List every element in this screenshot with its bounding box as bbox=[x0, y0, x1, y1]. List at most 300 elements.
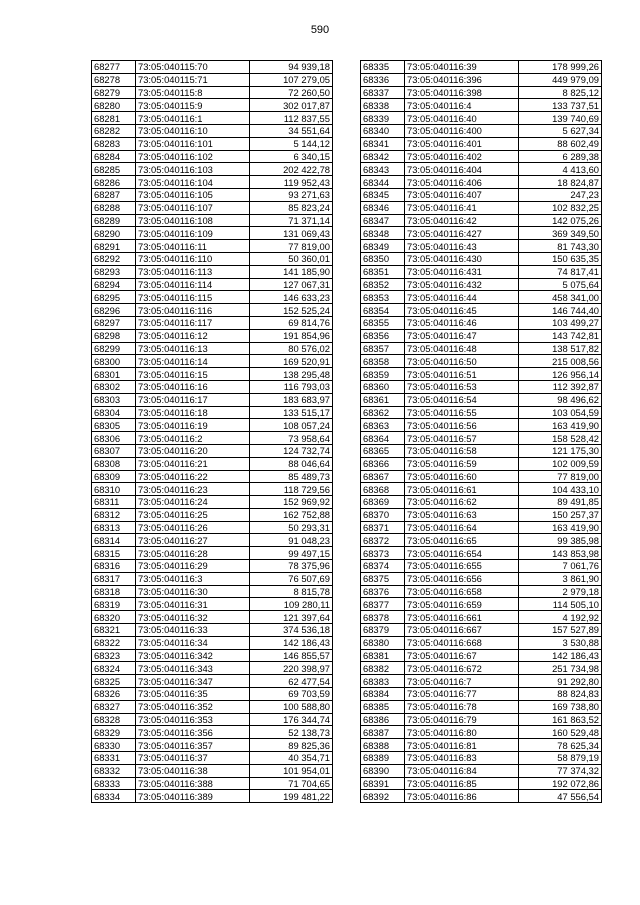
table-row bbox=[92, 713, 333, 726]
cadastral-number-cell: 73:05:040115:70 bbox=[136, 61, 250, 74]
value-cell: 142 186,43 bbox=[519, 649, 602, 662]
value-cell: 160 529,48 bbox=[519, 726, 602, 739]
cadastral-number-cell: 73:05:040116:51 bbox=[405, 368, 519, 381]
row-number-cell: 68287 bbox=[92, 188, 136, 201]
row-number-cell: 68374 bbox=[361, 560, 405, 573]
row-number-cell: 68310 bbox=[92, 483, 136, 496]
value-cell: 78 625,34 bbox=[519, 739, 602, 752]
cadastral-number-cell: 73:05:040116:39 bbox=[405, 61, 519, 74]
cadastral-number-cell: 73:05:040116:14 bbox=[136, 355, 250, 368]
cadastral-number-cell: 73:05:040116:48 bbox=[405, 342, 519, 355]
cadastral-number-cell: 73:05:040116:60 bbox=[405, 470, 519, 483]
value-cell: 34 551,64 bbox=[250, 124, 333, 137]
table-row bbox=[92, 508, 333, 521]
row-number-cell: 68320 bbox=[92, 611, 136, 624]
table-row bbox=[361, 649, 602, 662]
row-number-cell: 68324 bbox=[92, 662, 136, 675]
cadastral-number-cell: 73:05:040116:59 bbox=[405, 457, 519, 470]
cadastral-number-cell: 73:05:040116:65 bbox=[405, 534, 519, 547]
value-cell: 142 186,43 bbox=[250, 636, 333, 649]
cadastral-number-cell: 73:05:040116:28 bbox=[136, 547, 250, 560]
row-number-cell: 68377 bbox=[361, 598, 405, 611]
table-row bbox=[92, 444, 333, 457]
table-row bbox=[92, 572, 333, 585]
cadastral-number-cell: 73:05:040116:63 bbox=[405, 508, 519, 521]
cadastral-number-cell: 73:05:040116:43 bbox=[405, 240, 519, 253]
cadastral-number-cell: 73:05:040116:357 bbox=[136, 739, 250, 752]
row-number-cell: 68277 bbox=[92, 61, 136, 74]
cadastral-number-cell: 73:05:040116:19 bbox=[136, 419, 250, 432]
cadastral-number-cell: 73:05:040116:396 bbox=[405, 73, 519, 86]
cadastral-number-cell: 73:05:040115:9 bbox=[136, 99, 250, 112]
cadastral-number-cell: 73:05:040116:86 bbox=[405, 790, 519, 803]
row-number-cell: 68339 bbox=[361, 112, 405, 125]
row-number-cell: 68351 bbox=[361, 265, 405, 278]
table-row bbox=[92, 752, 333, 765]
cadastral-number-cell: 73:05:040116:668 bbox=[405, 636, 519, 649]
cadastral-number-cell: 73:05:040116:16 bbox=[136, 380, 250, 393]
value-cell: 89 491,85 bbox=[519, 496, 602, 509]
cadastral-number-cell: 73:05:040116:78 bbox=[405, 700, 519, 713]
cadastral-number-cell: 73:05:040116:427 bbox=[405, 227, 519, 240]
table-row bbox=[92, 521, 333, 534]
value-cell: 169 520,91 bbox=[250, 355, 333, 368]
table-row bbox=[361, 214, 602, 227]
table-row bbox=[361, 316, 602, 329]
value-cell: 220 398,97 bbox=[250, 662, 333, 675]
row-number-cell: 68334 bbox=[92, 790, 136, 803]
row-number-cell: 68318 bbox=[92, 585, 136, 598]
value-cell: 112 392,87 bbox=[519, 380, 602, 393]
cadastral-number-cell: 73:05:040116:398 bbox=[405, 86, 519, 99]
table-row bbox=[92, 291, 333, 304]
table-row bbox=[361, 700, 602, 713]
cadastral-number-cell: 73:05:040116:4 bbox=[405, 99, 519, 112]
cadastral-number-cell: 73:05:040116:53 bbox=[405, 380, 519, 393]
value-cell: 161 863,52 bbox=[519, 713, 602, 726]
table-row bbox=[361, 61, 602, 74]
row-number-cell: 68321 bbox=[92, 624, 136, 637]
cadastral-number-cell: 73:05:040116:10 bbox=[136, 124, 250, 137]
table-row bbox=[361, 777, 602, 790]
row-number-cell: 68319 bbox=[92, 598, 136, 611]
table-row bbox=[361, 342, 602, 355]
table-row bbox=[92, 624, 333, 637]
cadastral-number-cell: 73:05:040116:57 bbox=[405, 432, 519, 445]
row-number-cell: 68313 bbox=[92, 521, 136, 534]
table-row bbox=[92, 470, 333, 483]
value-cell: 99 497,15 bbox=[250, 547, 333, 560]
table-row bbox=[92, 342, 333, 355]
cadastral-number-cell: 73:05:040116:17 bbox=[136, 393, 250, 406]
table-row bbox=[361, 444, 602, 457]
cadastral-number-cell: 73:05:040116:110 bbox=[136, 252, 250, 265]
row-number-cell: 68305 bbox=[92, 419, 136, 432]
value-cell: 7 061,76 bbox=[519, 560, 602, 573]
cadastral-number-cell: 73:05:040116:47 bbox=[405, 329, 519, 342]
table-row bbox=[92, 483, 333, 496]
row-number-cell: 68290 bbox=[92, 227, 136, 240]
table-row bbox=[92, 688, 333, 701]
value-cell: 88 602,49 bbox=[519, 137, 602, 150]
cadastral-number-cell: 73:05:040116:34 bbox=[136, 636, 250, 649]
row-number-cell: 68278 bbox=[92, 73, 136, 86]
cadastral-number-cell: 73:05:040116:62 bbox=[405, 496, 519, 509]
table-row bbox=[361, 265, 602, 278]
table-row bbox=[361, 739, 602, 752]
row-number-cell: 68289 bbox=[92, 214, 136, 227]
row-number-cell: 68356 bbox=[361, 329, 405, 342]
value-cell: 50 360,01 bbox=[250, 252, 333, 265]
value-cell: 80 576,02 bbox=[250, 342, 333, 355]
value-cell: 40 354,71 bbox=[250, 752, 333, 765]
value-cell: 183 683,97 bbox=[250, 393, 333, 406]
row-number-cell: 68304 bbox=[92, 406, 136, 419]
table-row bbox=[92, 240, 333, 253]
value-cell: 112 837,55 bbox=[250, 112, 333, 125]
table-row bbox=[361, 585, 602, 598]
row-number-cell: 68379 bbox=[361, 624, 405, 637]
cadastral-number-cell: 73:05:040116:46 bbox=[405, 316, 519, 329]
value-cell: 102 832,25 bbox=[519, 201, 602, 214]
cadastral-number-cell: 73:05:040116:400 bbox=[405, 124, 519, 137]
cadastral-number-cell: 73:05:040116:347 bbox=[136, 675, 250, 688]
value-cell: 302 017,87 bbox=[250, 99, 333, 112]
value-cell: 139 740,69 bbox=[519, 112, 602, 125]
cadastral-number-cell: 73:05:040116:37 bbox=[136, 752, 250, 765]
cadastral-number-cell: 73:05:040116:107 bbox=[136, 201, 250, 214]
row-number-cell: 68327 bbox=[92, 700, 136, 713]
value-cell: 77 374,32 bbox=[519, 764, 602, 777]
cadastral-number-cell: 73:05:040116:58 bbox=[405, 444, 519, 457]
value-cell: 150 635,35 bbox=[519, 252, 602, 265]
value-cell: 103 054,59 bbox=[519, 406, 602, 419]
row-number-cell: 68378 bbox=[361, 611, 405, 624]
value-cell: 5 144,12 bbox=[250, 137, 333, 150]
cadastral-number-cell: 73:05:040116:80 bbox=[405, 726, 519, 739]
cadastral-number-cell: 73:05:040116:22 bbox=[136, 470, 250, 483]
table-row bbox=[361, 547, 602, 560]
value-cell: 73 958,64 bbox=[250, 432, 333, 445]
table-row bbox=[361, 764, 602, 777]
value-cell: 77 819,00 bbox=[250, 240, 333, 253]
table-row bbox=[361, 624, 602, 637]
value-cell: 138 295,48 bbox=[250, 368, 333, 381]
cadastral-number-cell: 73:05:040116:15 bbox=[136, 368, 250, 381]
value-cell: 143 853,98 bbox=[519, 547, 602, 560]
row-number-cell: 68343 bbox=[361, 163, 405, 176]
row-number-cell: 68311 bbox=[92, 496, 136, 509]
row-number-cell: 68322 bbox=[92, 636, 136, 649]
cadastral-number-cell: 73:05:040116:103 bbox=[136, 163, 250, 176]
row-number-cell: 68365 bbox=[361, 444, 405, 457]
value-cell: 202 422,78 bbox=[250, 163, 333, 176]
cadastral-number-cell: 73:05:040116:655 bbox=[405, 560, 519, 573]
value-cell: 103 499,27 bbox=[519, 316, 602, 329]
row-number-cell: 68280 bbox=[92, 99, 136, 112]
table-row bbox=[361, 99, 602, 112]
value-cell: 150 257,37 bbox=[519, 508, 602, 521]
cadastral-number-cell: 73:05:040116:23 bbox=[136, 483, 250, 496]
row-number-cell: 68385 bbox=[361, 700, 405, 713]
cadastral-number-cell: 73:05:040116:44 bbox=[405, 291, 519, 304]
cadastral-number-cell: 73:05:040116:353 bbox=[136, 713, 250, 726]
value-cell: 163 419,90 bbox=[519, 419, 602, 432]
row-number-cell: 68288 bbox=[92, 201, 136, 214]
table-row bbox=[361, 252, 602, 265]
row-number-cell: 68281 bbox=[92, 112, 136, 125]
table-row bbox=[92, 176, 333, 189]
cadastral-number-cell: 73:05:040116:38 bbox=[136, 764, 250, 777]
value-cell: 99 385,98 bbox=[519, 534, 602, 547]
cadastral-number-cell: 73:05:040116:25 bbox=[136, 508, 250, 521]
row-number-cell: 68309 bbox=[92, 470, 136, 483]
table-row bbox=[92, 73, 333, 86]
cadastral-number-cell: 73:05:040116:45 bbox=[405, 304, 519, 317]
value-cell: 88 824,83 bbox=[519, 688, 602, 701]
row-number-cell: 68350 bbox=[361, 252, 405, 265]
table-row bbox=[92, 304, 333, 317]
row-number-cell: 68337 bbox=[361, 86, 405, 99]
value-cell: 142 075,26 bbox=[519, 214, 602, 227]
table-row bbox=[92, 598, 333, 611]
row-number-cell: 68358 bbox=[361, 355, 405, 368]
cadastral-number-cell: 73:05:040116:388 bbox=[136, 777, 250, 790]
row-number-cell: 68336 bbox=[361, 73, 405, 86]
table-row bbox=[361, 163, 602, 176]
row-number-cell: 68391 bbox=[361, 777, 405, 790]
table-row bbox=[361, 227, 602, 240]
cadastral-number-cell: 73:05:040116:389 bbox=[136, 790, 250, 803]
cadastral-number-cell: 73:05:040116:667 bbox=[405, 624, 519, 637]
value-cell: 85 489,73 bbox=[250, 470, 333, 483]
value-cell: 169 738,80 bbox=[519, 700, 602, 713]
row-number-cell: 68308 bbox=[92, 457, 136, 470]
cadastral-number-cell: 73:05:040116:656 bbox=[405, 572, 519, 585]
table-row bbox=[92, 265, 333, 278]
row-number-cell: 68366 bbox=[361, 457, 405, 470]
row-number-cell: 68371 bbox=[361, 521, 405, 534]
row-number-cell: 68282 bbox=[92, 124, 136, 137]
table-row bbox=[92, 560, 333, 573]
table-row bbox=[92, 675, 333, 688]
row-number-cell: 68307 bbox=[92, 444, 136, 457]
table-row bbox=[361, 611, 602, 624]
value-cell: 76 507,69 bbox=[250, 572, 333, 585]
value-cell: 162 752,88 bbox=[250, 508, 333, 521]
value-cell: 69 703,59 bbox=[250, 688, 333, 701]
value-cell: 98 496,62 bbox=[519, 393, 602, 406]
row-number-cell: 68284 bbox=[92, 150, 136, 163]
table-row bbox=[92, 419, 333, 432]
row-number-cell: 68359 bbox=[361, 368, 405, 381]
table-row bbox=[92, 764, 333, 777]
table-row bbox=[361, 329, 602, 342]
row-number-cell: 68376 bbox=[361, 585, 405, 598]
cadastral-number-cell: 73:05:040116:42 bbox=[405, 214, 519, 227]
table-row bbox=[361, 406, 602, 419]
table-row bbox=[361, 713, 602, 726]
cadastral-number-cell: 73:05:040116:41 bbox=[405, 201, 519, 214]
value-cell: 124 732,74 bbox=[250, 444, 333, 457]
row-number-cell: 68341 bbox=[361, 137, 405, 150]
cadastral-number-cell: 73:05:040116:3 bbox=[136, 572, 250, 585]
table-row bbox=[92, 547, 333, 560]
table-row bbox=[92, 124, 333, 137]
table-row bbox=[361, 662, 602, 675]
table-row bbox=[92, 496, 333, 509]
table-row bbox=[361, 496, 602, 509]
value-cell: 71 371,14 bbox=[250, 214, 333, 227]
cadastral-number-cell: 73:05:040116:115 bbox=[136, 291, 250, 304]
table-row bbox=[361, 240, 602, 253]
row-number-cell: 68355 bbox=[361, 316, 405, 329]
table-row bbox=[92, 585, 333, 598]
cadastral-number-cell: 73:05:040116:79 bbox=[405, 713, 519, 726]
cadastral-number-cell: 73:05:040116:672 bbox=[405, 662, 519, 675]
row-number-cell: 68388 bbox=[361, 739, 405, 752]
value-cell: 2 979,18 bbox=[519, 585, 602, 598]
value-cell: 458 341,00 bbox=[519, 291, 602, 304]
value-cell: 374 536,18 bbox=[250, 624, 333, 637]
table-row bbox=[361, 368, 602, 381]
value-cell: 199 481,22 bbox=[250, 790, 333, 803]
value-cell: 143 742,81 bbox=[519, 329, 602, 342]
table-row bbox=[92, 163, 333, 176]
value-cell: 72 260,50 bbox=[250, 86, 333, 99]
cadastral-number-cell: 73:05:040116:658 bbox=[405, 585, 519, 598]
table-row bbox=[361, 752, 602, 765]
value-cell: 18 824,87 bbox=[519, 176, 602, 189]
row-number-cell: 68330 bbox=[92, 739, 136, 752]
cadastral-number-cell: 73:05:040116:104 bbox=[136, 176, 250, 189]
row-number-cell: 68387 bbox=[361, 726, 405, 739]
row-number-cell: 68369 bbox=[361, 496, 405, 509]
table-row bbox=[361, 304, 602, 317]
value-cell: 152 969,92 bbox=[250, 496, 333, 509]
row-number-cell: 68354 bbox=[361, 304, 405, 317]
right-table bbox=[360, 60, 602, 803]
row-number-cell: 68314 bbox=[92, 534, 136, 547]
table-row bbox=[92, 380, 333, 393]
cadastral-number-cell: 73:05:040116:32 bbox=[136, 611, 250, 624]
value-cell: 78 375,96 bbox=[250, 560, 333, 573]
cadastral-number-cell: 73:05:040116:105 bbox=[136, 188, 250, 201]
value-cell: 104 433,10 bbox=[519, 483, 602, 496]
table-row bbox=[361, 675, 602, 688]
row-number-cell: 68340 bbox=[361, 124, 405, 137]
cadastral-number-cell: 73:05:040116:27 bbox=[136, 534, 250, 547]
row-number-cell: 68286 bbox=[92, 176, 136, 189]
value-cell: 157 527,89 bbox=[519, 624, 602, 637]
cadastral-number-cell: 73:05:040116:7 bbox=[405, 675, 519, 688]
row-number-cell: 68291 bbox=[92, 240, 136, 253]
table-row bbox=[92, 368, 333, 381]
row-number-cell: 68342 bbox=[361, 150, 405, 163]
table-row bbox=[92, 329, 333, 342]
row-number-cell: 68357 bbox=[361, 342, 405, 355]
table-row bbox=[92, 99, 333, 112]
row-number-cell: 68331 bbox=[92, 752, 136, 765]
value-cell: 133 515,17 bbox=[250, 406, 333, 419]
value-cell: 100 588,80 bbox=[250, 700, 333, 713]
table-row bbox=[92, 201, 333, 214]
row-number-cell: 68344 bbox=[361, 176, 405, 189]
value-cell: 101 954,01 bbox=[250, 764, 333, 777]
row-number-cell: 68325 bbox=[92, 675, 136, 688]
table-row bbox=[92, 137, 333, 150]
cadastral-number-cell: 73:05:040116:401 bbox=[405, 137, 519, 150]
cadastral-number-cell: 73:05:040116:659 bbox=[405, 598, 519, 611]
cadastral-number-cell: 73:05:040116:11 bbox=[136, 240, 250, 253]
table-row bbox=[361, 598, 602, 611]
row-number-cell: 68380 bbox=[361, 636, 405, 649]
value-cell: 178 999,26 bbox=[519, 61, 602, 74]
value-cell: 5 627,34 bbox=[519, 124, 602, 137]
table-row bbox=[92, 61, 333, 74]
cadastral-number-cell: 73:05:040116:432 bbox=[405, 278, 519, 291]
row-number-cell: 68297 bbox=[92, 316, 136, 329]
table-row bbox=[361, 457, 602, 470]
cadastral-number-cell: 73:05:040116:431 bbox=[405, 265, 519, 278]
value-cell: 89 825,36 bbox=[250, 739, 333, 752]
row-number-cell: 68364 bbox=[361, 432, 405, 445]
table-row bbox=[92, 457, 333, 470]
value-cell: 47 556,54 bbox=[519, 790, 602, 803]
row-number-cell: 68335 bbox=[361, 61, 405, 74]
cadastral-number-cell: 73:05:040116:404 bbox=[405, 163, 519, 176]
cadastral-number-cell: 73:05:040116:342 bbox=[136, 649, 250, 662]
value-cell: 50 293,31 bbox=[250, 521, 333, 534]
row-number-cell: 68315 bbox=[92, 547, 136, 560]
cadastral-number-cell: 73:05:040116:101 bbox=[136, 137, 250, 150]
table-row bbox=[92, 611, 333, 624]
table-row bbox=[361, 572, 602, 585]
cadastral-number-cell: 73:05:040116:1 bbox=[136, 112, 250, 125]
value-cell: 126 956,14 bbox=[519, 368, 602, 381]
cadastral-number-cell: 73:05:040116:402 bbox=[405, 150, 519, 163]
cadastral-number-cell: 73:05:040116:26 bbox=[136, 521, 250, 534]
row-number-cell: 68383 bbox=[361, 675, 405, 688]
cadastral-number-cell: 73:05:040116:29 bbox=[136, 560, 250, 573]
value-cell: 94 939,18 bbox=[250, 61, 333, 74]
row-number-cell: 68316 bbox=[92, 560, 136, 573]
row-number-cell: 68299 bbox=[92, 342, 136, 355]
value-cell: 93 271,63 bbox=[250, 188, 333, 201]
row-number-cell: 68382 bbox=[361, 662, 405, 675]
value-cell: 176 344,74 bbox=[250, 713, 333, 726]
value-cell: 163 419,90 bbox=[519, 521, 602, 534]
table-row bbox=[92, 432, 333, 445]
row-number-cell: 68372 bbox=[361, 534, 405, 547]
table-row bbox=[92, 790, 333, 803]
cadastral-number-cell: 73:05:040116:33 bbox=[136, 624, 250, 637]
cadastral-number-cell: 73:05:040116:21 bbox=[136, 457, 250, 470]
value-cell: 4 413,60 bbox=[519, 163, 602, 176]
cadastral-number-cell: 73:05:040116:343 bbox=[136, 662, 250, 675]
row-number-cell: 68349 bbox=[361, 240, 405, 253]
row-number-cell: 68293 bbox=[92, 265, 136, 278]
value-cell: 4 192,92 bbox=[519, 611, 602, 624]
value-cell: 3 861,90 bbox=[519, 572, 602, 585]
value-cell: 369 349,50 bbox=[519, 227, 602, 240]
value-cell: 58 879,19 bbox=[519, 752, 602, 765]
row-number-cell: 68368 bbox=[361, 483, 405, 496]
table-row bbox=[92, 726, 333, 739]
cadastral-number-cell: 73:05:040116:661 bbox=[405, 611, 519, 624]
row-number-cell: 68370 bbox=[361, 508, 405, 521]
table-row bbox=[361, 380, 602, 393]
